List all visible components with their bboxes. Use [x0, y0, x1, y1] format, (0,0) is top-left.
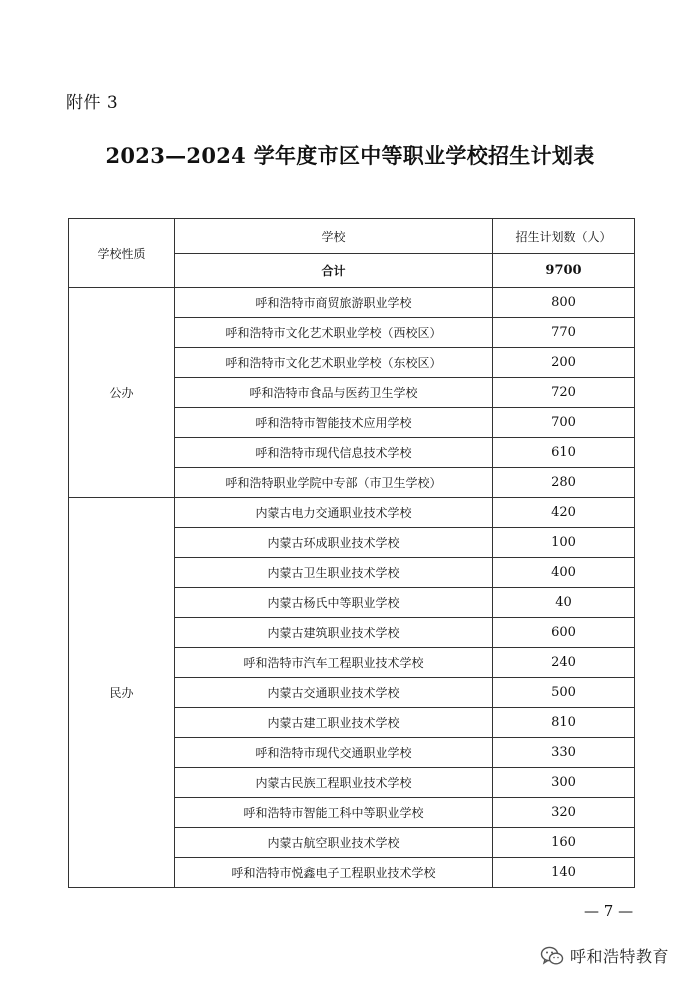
- enrollment-count-cell: 420: [493, 498, 635, 528]
- school-name-cell: 呼和浩特市智能工科中等职业学校: [175, 798, 493, 828]
- school-name-cell: 呼和浩特市汽车工程职业技术学校: [175, 648, 493, 678]
- table-body: [69, 219, 635, 888]
- enrollment-count-cell: 810: [493, 708, 635, 738]
- school-name-cell: 内蒙古环成职业技术学校: [175, 528, 493, 558]
- header-school-nature: 学校性质: [69, 219, 175, 288]
- header-enrollment-count: 招生计划数（人）: [493, 219, 635, 254]
- school-name-cell: 呼和浩特市文化艺术职业学校（东校区）: [175, 348, 493, 378]
- enrollment-count-cell: 280: [493, 468, 635, 498]
- school-name-cell: 内蒙古交通职业技术学校: [175, 678, 493, 708]
- school-name-cell: 呼和浩特市文化艺术职业学校（西校区）: [175, 318, 493, 348]
- enrollment-count-cell: 40: [493, 588, 635, 618]
- school-name-cell: 呼和浩特市现代信息技术学校: [175, 438, 493, 468]
- enrollment-count-cell: 600: [493, 618, 635, 648]
- total-label: 合计: [175, 254, 493, 288]
- attachment-label: 附件 3: [66, 93, 119, 113]
- school-nature-cell: 公办: [69, 288, 175, 498]
- enrollment-count-cell: 500: [493, 678, 635, 708]
- school-name-cell: 内蒙古建工职业技术学校: [175, 708, 493, 738]
- school-name-cell: 呼和浩特市悦鑫电子工程职业技术学校: [175, 858, 493, 888]
- school-name-cell: 呼和浩特市现代交通职业学校: [175, 738, 493, 768]
- enrollment-count-cell: 240: [493, 648, 635, 678]
- school-name-cell: 呼和浩特市食品与医药卫生学校: [175, 378, 493, 408]
- enrollment-count-cell: 100: [493, 528, 635, 558]
- total-value: 9700: [493, 254, 635, 288]
- school-name-cell: 呼和浩特职业学院中专部（市卫生学校）: [175, 468, 493, 498]
- page-number: — 7 —: [584, 902, 634, 920]
- school-name-cell: 内蒙古杨氏中等职业学校: [175, 588, 493, 618]
- enrollment-count-cell: 330: [493, 738, 635, 768]
- school-name-cell: 内蒙古卫生职业技术学校: [175, 558, 493, 588]
- page-title: 2023—2024 学年度市区中等职业学校招生计划表: [105, 143, 595, 168]
- school-nature-cell: 民办: [69, 498, 175, 888]
- school-name-cell: 内蒙古电力交通职业技术学校: [175, 498, 493, 528]
- header-school: 学校: [175, 219, 493, 254]
- school-name-cell: 内蒙古航空职业技术学校: [175, 828, 493, 858]
- table-row: [69, 498, 635, 528]
- enrollment-count-cell: 610: [493, 438, 635, 468]
- watermark: [540, 944, 669, 967]
- table-header-row: [69, 219, 635, 254]
- enrollment-count-cell: 200: [493, 348, 635, 378]
- enrollment-count-cell: 720: [493, 378, 635, 408]
- school-name-cell: 呼和浩特市智能技术应用学校: [175, 408, 493, 438]
- enrollment-count-cell: 700: [493, 408, 635, 438]
- school-name-cell: 内蒙古民族工程职业技术学校: [175, 768, 493, 798]
- enrollment-count-cell: 770: [493, 318, 635, 348]
- enrollment-count-cell: 800: [493, 288, 635, 318]
- school-name-cell: 呼和浩特市商贸旅游职业学校: [175, 288, 493, 318]
- enrollment-plan-table: [68, 218, 635, 888]
- table-row: [69, 288, 635, 318]
- enrollment-count-cell: 320: [493, 798, 635, 828]
- wechat-logo-icon: [540, 945, 564, 967]
- watermark-text: 呼和浩特教育: [570, 947, 670, 966]
- enrollment-count-cell: 300: [493, 768, 635, 798]
- enrollment-count-cell: 140: [493, 858, 635, 888]
- school-name-cell: 内蒙古建筑职业技术学校: [175, 618, 493, 648]
- enrollment-count-cell: 400: [493, 558, 635, 588]
- enrollment-count-cell: 160: [493, 828, 635, 858]
